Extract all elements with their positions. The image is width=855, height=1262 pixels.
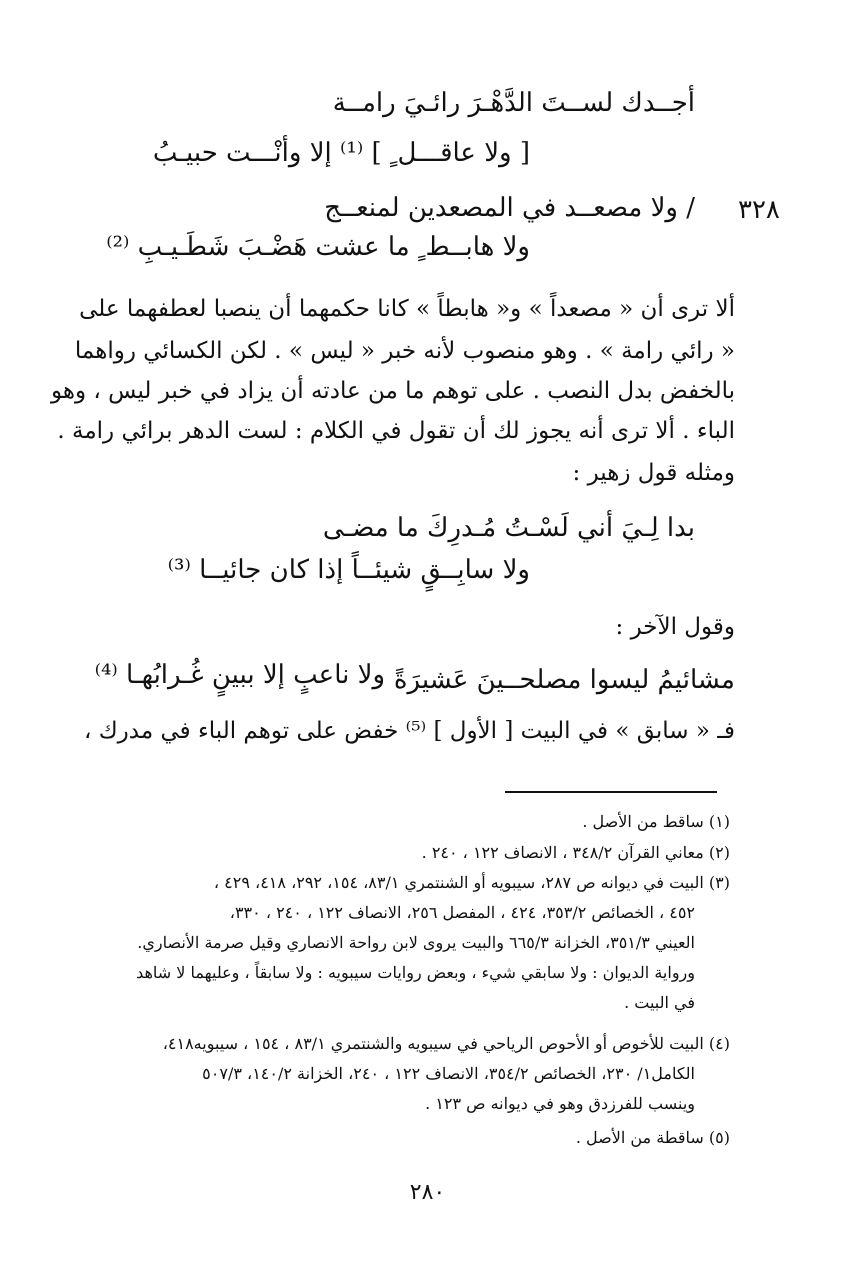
footnote: (٤) البيت للأخوص أو الأحوص الرياحي في سيبويه والشنتمري ٨٣/١ ، ١٥٤ ، سيبويه٤١٨، xyxy=(162,1034,730,1053)
verse-hemistich-right: مشائيمُ ليسوا مصلحــينَ عَشيرَةً xyxy=(393,665,735,695)
page-number: ٢٨٠ xyxy=(409,1180,446,1205)
prose-line: ألا ترى أن « مصعداً » و« هابطاً » كانا حكمهما أن ينصبا لعطفهما على xyxy=(79,296,735,322)
footnote: العيني ٣٥١/٣، الخزانة ٦٦٥/٣ والبيت يروى لابن رواحة الانصاري وقيل صرمة الأنصاري. xyxy=(137,933,695,952)
verse-line: / ولا مصعــد في المصعدين لمنعــج xyxy=(324,193,695,223)
prose-line: فـ « سابق » في البيت [ الأول ] ⁽⁵⁾ خفض على توهم الباء في مدرك ، xyxy=(83,718,735,744)
prose-line: وقول الآخر : xyxy=(615,614,735,640)
verse-line: [ ولا عاقـــل ٍ ] ⁽¹⁾ إلا وأنْـــت حبيـبُ xyxy=(152,138,530,168)
prose-line: « رائي رامة » . وهو منصوب لأنه خبر « ليس » . لكن الكسائي رواهما xyxy=(74,338,735,364)
prose-line: بالخفض بدل النصب . على توهم ما من عادته أن يزاد في خبر ليس ، وهو xyxy=(50,378,735,404)
footnote: ٤٥٢ ، الخصائص ٣٥٣/٢، ٤٢٤ ، المفصل ٢٥٦، الانصاف ١٢٢ ، ٢٤٠ ، ٣٣٠، xyxy=(229,903,695,922)
footnote: ورواية الديوان : ولا سابقي شيء ، وبعض روايات سيبويه : ولا سابقاً ، وعليهما لا شاهد xyxy=(136,963,695,982)
verse-line: ولا سابِــقٍ شيئــاً إذا كان جائيــا ⁽³⁾ xyxy=(167,555,530,585)
margin-page-number: ٣٢٨ xyxy=(738,195,780,225)
verse-hemistich-left: ولا ناعبٍ إلا ببينٍ غُـرابُهـا ⁽⁴⁾ xyxy=(94,660,385,690)
footnote: (٣) البيت في ديوانه ص ٢٨٧، سيبويه أو الشنتمري ٨٣/١، ١٥٤، ٢٩٢، ٤١٨، ٤٢٩ ، xyxy=(213,873,730,892)
footnote: (٢) معاني القرآن ٣٤٨/٢ ، الانصاف ١٢٢ ، ٢٤٠ . xyxy=(421,843,730,862)
footnote: (٥) ساقطة من الأصل . xyxy=(575,1128,730,1147)
footnote: (١) ساقط من الأصل . xyxy=(582,812,730,831)
footnote: الكامل١/ ٢٣٠، الخصائص ٣٥٤/٢، الانصاف ١٢٢ ، ٢٤٠، الخزانة ١٤٠/٢، ٥٠٧/٣ xyxy=(202,1064,695,1083)
prose-line: الباء . ألا ترى أنه يجوز لك أن تقول في الكلام : لست الدهر برائي رامة . xyxy=(57,418,735,444)
verse-line: بدا لِـيَ أني لَسْـتُ مُـدرِكَ ما مضـى xyxy=(322,513,695,543)
footnote: وينسب للفرزدق وهو في ديوانه ص ١٢٣ . xyxy=(425,1094,695,1113)
footnote: في البيت . xyxy=(624,993,695,1012)
prose-line: ومثله قول زهير : xyxy=(572,460,735,486)
verse-line: ولا هابــط ٍ ما عشت هَضْـبَ شَطَـيـبِ ⁽²⁾ xyxy=(106,232,530,262)
footnote-rule xyxy=(505,791,717,793)
verse-line: أجــدك لســتَ الدَّهْـرَ رائـيَ رامــة xyxy=(332,88,695,118)
